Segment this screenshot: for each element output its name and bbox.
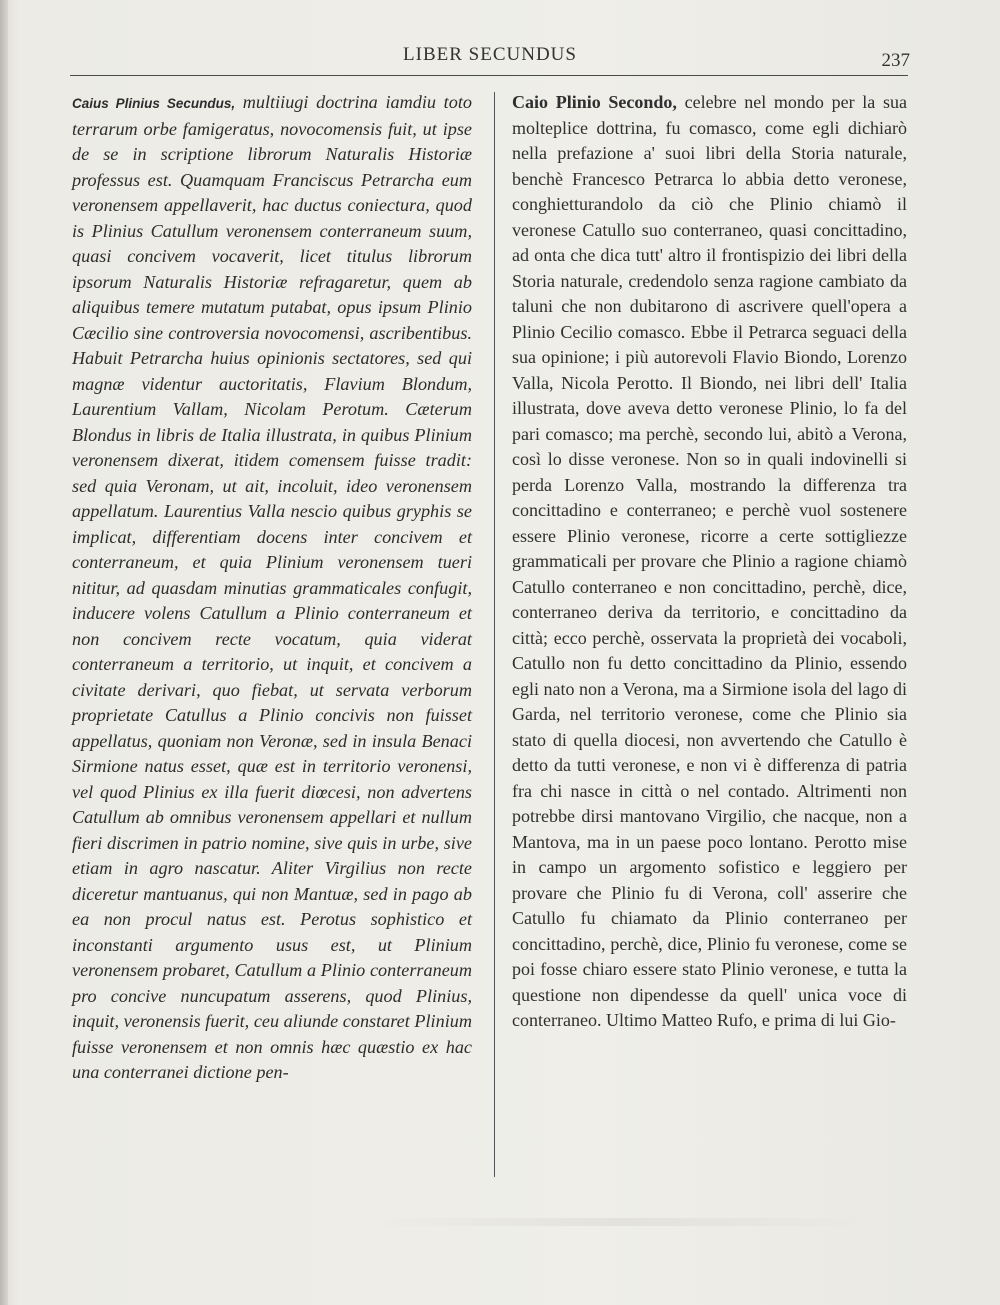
latin-body-text: multiiugi doctrina iamdiu toto terrarum orbe famigeratus, novocomensis fuit, ut ipse de se in scriptione librorum Naturalis Historiæ professus est. Quamquam Franciscus Petrarcha eum veronensem appellaverit, hac ductus coniectura, quod is Plinius Catullum veronensem conterraneum suum, quasi concivem vocaverit, licet titulus librorum ipsorum Naturalis Historiæ refragaretur, quem ab aliquibus temere mutatum putabat, opus ipsum Plinio Cæcilio sine controversia novocomensi, ascribentibus. Habuit Petrarcha huius opinionis sectatores, sed qui magnæ videntur auctoritatis, Flavium Blondum, Laurentium Vallam, Nicolam Perotum. Cæterum Blondus in libris de Italia illustrata, in quibus Plinium veronensem dixerat, itidem comensem fuisse tradit: sed quia Veronam, ut ait, incoluit, ideo veronensem appellatum. Laurentius Valla nescio quibus gryphis se implicat, differentiam docens inter concivem et conterraneum, et quia Plinium veronensem tueri nititur, ad quasdam minutias grammaticales confugit, inducere volens Catullum a Plinio conterraneum et non concivem recte vocatum, quia viderat conterraneum a territorio, ut inquit, et concivem a civitate derivari, quo fiebat, ut servata verborum proprietate Catullus a Plinio concivis non fuisset appellatus, quoniam non Veronæ, sed in insula Benaci Sirmione natus esset, quæ est in territorio veronensi, vel quod Plinius ex illa fuerit diœcesi, non advertens Catullum ab omnibus veronensem appellari et nullum fieri discrimen in patrio nomine, sive quis in urbe, sive etiam in agro nascatur. Aliter Virgilius non recte diceretur mantuanus, qui non Mantuæ, sed in pago ab ea non procul natus est. Perotus sophistico et inconstanti argumento usus est, ut Plinium veronensem probaret, Catullum a Plinio conterraneum pro concive nuncupatum asserens, quod Plinius, inquit, veronensis fuerit, ceu aliunde constaret Plinium fuisse veronensem et non omnis hæc quæstio ex hac una conterranei dictione pen- [72,92,472,1082]
page-binding-edge [0,0,8,1305]
italian-body-text: celebre nel mondo per la sua molteplice dottrina, fu comasco, come egli dichiarò nella prefazione a' suoi libri della Storia naturale, benchè Francesco Petrarca lo abbia detto veronese, congh​ietturandolo da ciò che Plinio chiamò il veronese Catullo suo conterraneo, quasi concittadino, ad onta che dica tutt' altro il frontispizio dei libri della Storia naturale, credendolo senza ragione cambiato da taluni che non dubitarono di ascrivere quell'opera a Plinio Cecilio comasco. Ebbe il Petrarca seguaci della sua opinione; i più autorevoli Flavio Biondo, Lorenzo Valla, Nicola Perotto. Il Biondo, nei libri dell' Italia illustrata, dove aveva detto veronese Plinio, lo fa del pari comasco; ma perchè, secondo lui, abitò a Verona, così lo disse veronese. Non so in quali indovinelli si perda Lorenzo Valla, mostrando la differenza tra concittadino e conterraneo; e perchè vuol sostenere essere Plinio veronese, ricorre a certe sottigliezze grammaticali per provare che Plinio a ragione chiamò Catullo conterraneo e non concittadino, perchè, dice, conterraneo deriva da territorio, e concittadino da città; ecco perchè, osservata la proprietà dei vocaboli, Catullo non fu detto concittadino da Plinio, essendo egli nato non a Verona, ma a Sirmione isola del lago di Garda, nel territorio veronese, come che Plinio sia stato di quella diocesi, non avvertendo che Catullo è detto da tutti veronese, e non vi è differenza di patria fra chi nasce in città o nel contado. Altrimenti non potrebbe dirsi mantovano Virgilio, che nacque, non a Mantova, ma in un paese poco lontano. Perotto mise in campo un argomento sofistico e leggiero per provare che Plinio fu di Verona, coll' asserire che Catullo fu chiamato da Plinio conterraneo per concittadino, perchè, dice, Plinio fu veronese, come se poi fosse chiaro essere stato Plinio veronese, e tutta la questione non dipendesse da quell' unica voce di conterraneo. Ultimo Matteo Rufo, e prima di lui Gio- [512,92,907,1030]
header-rule [70,75,908,76]
italian-column [512,90,907,1034]
running-title: LIBER SECUNDUS [403,44,577,65]
column-divider [494,92,495,1177]
italian-lead-name: Caio Plinio Secondo, [512,92,677,112]
running-head [0,44,1000,74]
bottom-bleed-trace [370,1218,870,1226]
latin-lead-name: Caius Plinius Secundus, [72,96,236,111]
page-number: 237 [881,50,910,71]
latin-column [72,90,472,1086]
